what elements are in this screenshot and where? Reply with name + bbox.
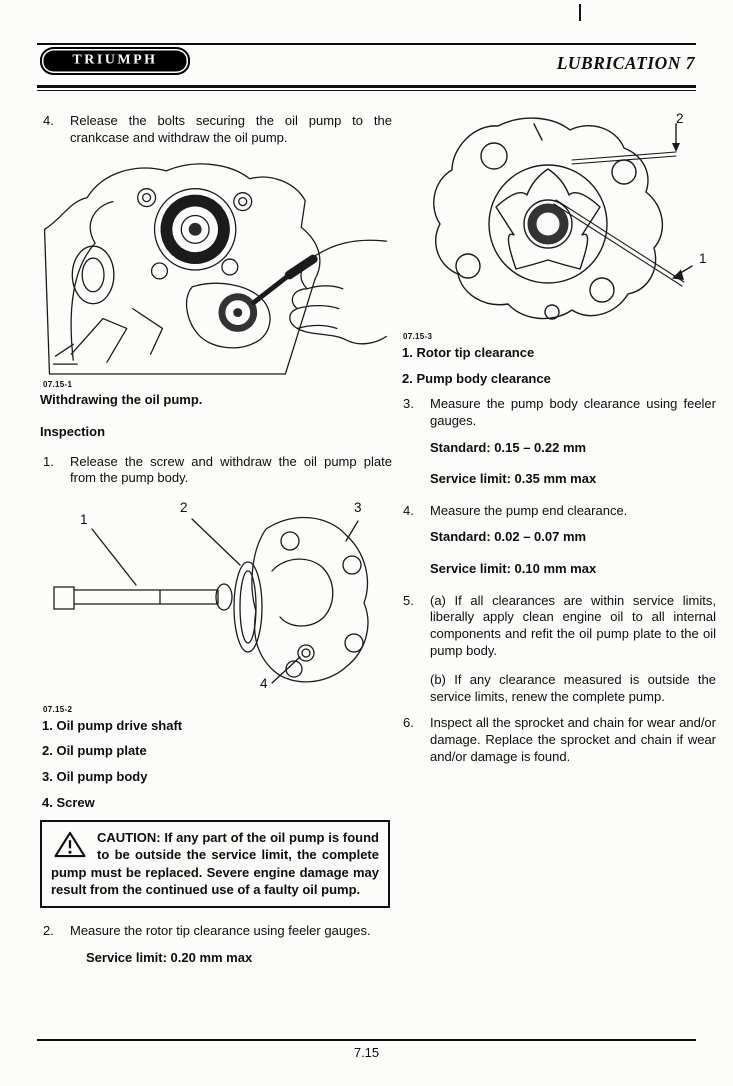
step-item-6 <box>400 715 716 765</box>
figure-callout-1: 1 <box>699 251 707 266</box>
step-number: 4. <box>403 502 414 518</box>
step-text: Inspect all the sprocket and chain for wear and/or damage. Replace the sprocket and chain if wear and/or damage is found. <box>430 715 716 764</box>
figure-callout-4: 4 <box>260 675 268 691</box>
figure-ref: 07.15-1 <box>43 380 73 390</box>
legend-item: 2. Pump body clearance <box>402 370 551 386</box>
spec-service-limit: Service limit: 0.35 mm max <box>430 471 597 487</box>
caution-text: CAUTION: If any part of the oil pump is found to be outside the service limit, the complete pump must be replaced. Severe engine damage may result from the continued use of a faulty oil pump. <box>51 830 379 897</box>
step-number: 3. <box>403 396 414 412</box>
step-item-5 <box>400 593 716 706</box>
legend-item: 4. Screw <box>42 794 95 810</box>
oil-pump-illustration <box>40 497 388 703</box>
legend-item: 3. Oil pump body <box>42 769 148 784</box>
spec-standard: Standard: 0.02 – 0.07 mm <box>430 529 587 545</box>
step-item-4 <box>400 503 716 520</box>
figure-callout-2: 2 <box>180 499 188 515</box>
left-column <box>40 113 392 981</box>
step-item-4 <box>40 113 392 146</box>
step-text <box>430 593 716 706</box>
caution-box <box>40 820 390 908</box>
figure-callout-1: 1 <box>80 511 88 527</box>
step-text: Measure the rotor tip clearance using feeler gauges. <box>70 922 371 938</box>
spec-standard: Standard: 0.15 – 0.22 mm <box>430 439 587 455</box>
figure-ref: 07.15-3 <box>403 331 433 341</box>
step-text-a: (a) If all clearances are within service limits, liberally apply clean engine oil to all internal components and refit the oil pump plate to the oil pump body. <box>430 592 716 658</box>
step-number: 6. <box>403 715 414 731</box>
figure-oil-pump-exploded <box>40 497 392 716</box>
step-text: Release the screw and withdraw the oil pump plate from the pump body. <box>70 453 392 486</box>
legend-item: 1. Oil pump drive shaft <box>42 717 183 733</box>
figure-callout-3: 3 <box>354 499 362 515</box>
triumph-logo-text: TRIUMPH <box>72 52 158 68</box>
warning-triangle-icon <box>53 830 87 859</box>
step-text: Measure the pump body clearance using feeler gauges. <box>430 396 716 428</box>
figure-ref: 07.15-2 <box>43 704 73 714</box>
crankcase-illustration <box>40 156 388 378</box>
step-text-b: (b) If any clearance measured is outside the service limits, renew the complete pump. <box>430 672 716 704</box>
step-number: 1. <box>43 453 54 469</box>
figure-legend <box>400 345 716 387</box>
header-top-rule <box>37 43 696 45</box>
step-text: Measure the pump end clearance. <box>430 502 628 518</box>
pump-body-illustration <box>406 112 706 330</box>
header-bottom-rule-thin <box>37 90 696 91</box>
figure-caption: Withdrawing the oil pump. <box>40 392 203 408</box>
spec-service-limit: Service limit: 0.10 mm max <box>430 561 597 576</box>
right-column <box>400 108 716 775</box>
step-item-3 <box>400 396 716 429</box>
footer-rule <box>37 1039 696 1041</box>
section-title: LUBRICATION 7 <box>556 53 695 73</box>
step-text: Release the bolts securing the oil pump to the crankcase and withdraw the oil pump. <box>70 113 392 145</box>
figure-pump-clearances <box>403 111 716 343</box>
spec-service-limit: Service limit: 0.20 mm max <box>86 949 253 965</box>
triumph-logo <box>40 47 190 75</box>
scan-artifact-line <box>579 4 581 21</box>
step-number: 2. <box>43 922 54 938</box>
step-item-1 <box>40 454 392 487</box>
legend-item: 2. Oil pump plate <box>42 743 147 759</box>
step-number: 5. <box>403 592 414 608</box>
inspection-heading: Inspection <box>40 423 106 439</box>
page-number: 7.15 <box>353 1045 380 1060</box>
step-number: 4. <box>43 113 54 128</box>
figure-callout-2: 2 <box>676 111 684 126</box>
header-bottom-rule-thick <box>37 85 696 88</box>
step-item-2 <box>40 923 392 940</box>
figure-withdrawing-oil-pump <box>40 156 392 391</box>
figure-legend <box>40 718 392 812</box>
legend-item: 1. Rotor tip clearance <box>402 345 535 360</box>
